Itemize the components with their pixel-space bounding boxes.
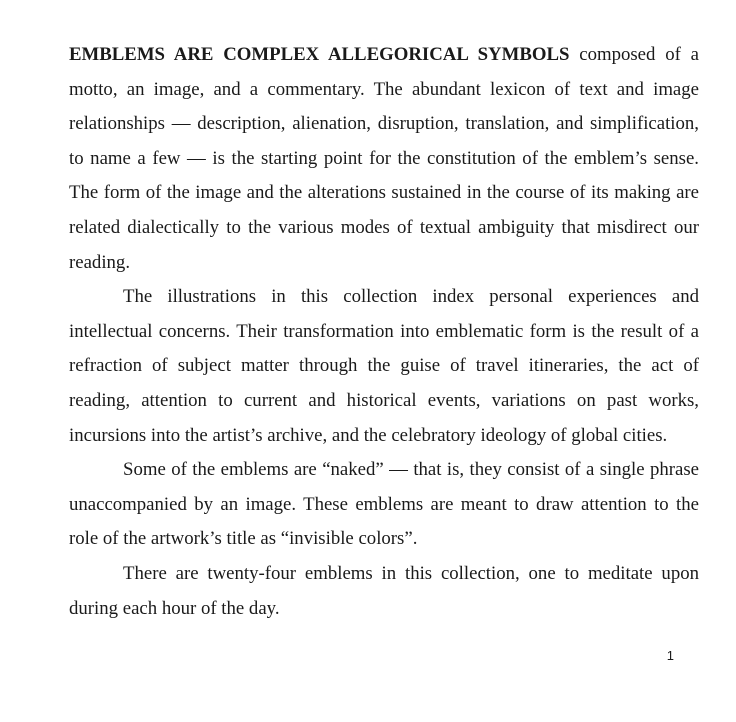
body-text <box>69 38 699 626</box>
paragraph-3: Some of the emblems are “naked” — that is, they consist of a single phrase unaccompanied by an image. These emblems are meant to draw attention to the role of the artwork’s title as “invisible colors”. <box>69 459 699 550</box>
paragraph-4: There are twenty-four emblems in this collection, one to meditate upon during each hour of the day. <box>69 562 699 619</box>
paragraph-1-text: composed of a motto, an image, and a commentary. The abundant lexicon of text and image relationships — description, alienation, disruption, translation, and simplification, to name a few — is the starting point for the constitution of the emblem’s sense. The form of the image and the alterations sustained in the course of its making are related dialectically to the various modes of textual ambiguity that misdirect our reading. <box>69 44 699 273</box>
page-number: 1 <box>666 648 674 663</box>
paragraph-2: The illustrations in this collection index personal experiences and intellectual concerns. Their transformation into emblematic form is the result of a refraction of subject matter through the guise of travel itineraries, the act of reading, attention to current and historical events, variations on past works, incursions into the artist’s archive, and the celebratory ideology of global cities. <box>69 286 699 446</box>
paragraph-1 <box>69 38 699 280</box>
lead-in-heading: EMBLEMS ARE COMPLEX ALLEGORICAL SYMBOLS <box>69 44 570 65</box>
